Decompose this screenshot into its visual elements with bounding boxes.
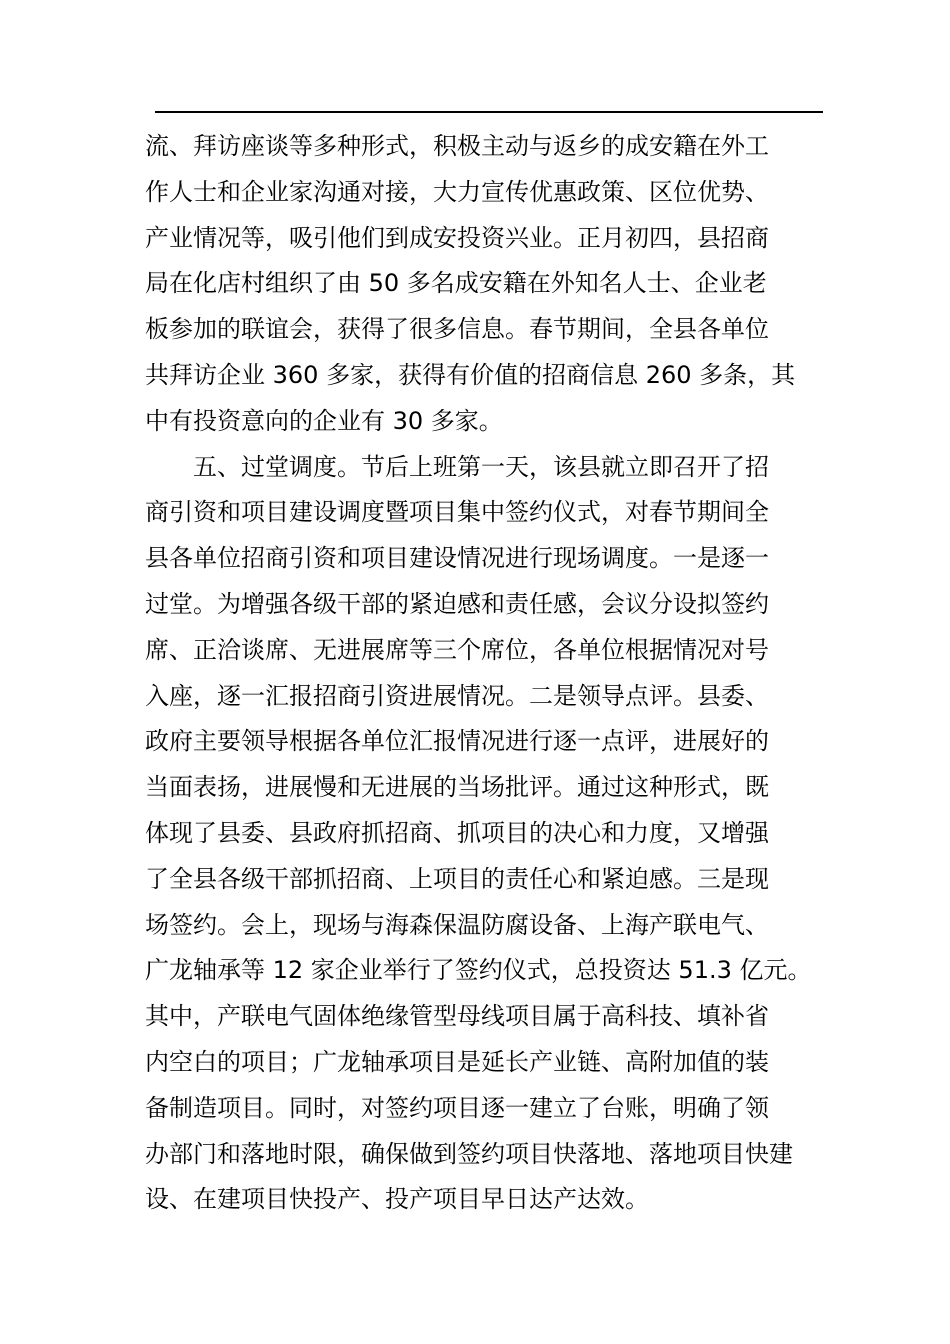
text-line: 了全县各级干部抓招商、上项目的责任心和紧迫感。三是现 [145, 864, 769, 893]
text-line: 广龙轴承等 12 家企业举行了签约仪式，总投资达 51.3 亿元。 [145, 956, 812, 985]
text-line: 局在化店村组织了由 50 多名成安籍在外知名人士、企业老 [145, 269, 767, 298]
text-line: 商引资和项目建设调度暨项目集中签约仪式，对春节期间全 [145, 498, 769, 527]
document-body [145, 124, 825, 1223]
text-line: 政府主要领导根据各单位汇报情况进行逐一点评，进展好的 [145, 727, 769, 756]
text-line: 县各单位招商引资和项目建设情况进行现场调度。一是逐一 [145, 544, 769, 573]
text-line: 板参加的联谊会，获得了很多信息。春节期间，全县各单位 [145, 315, 769, 344]
text-line: 流、拜访座谈等多种形式，积极主动与返乡的成安籍在外工 [145, 132, 769, 160]
text-line: 设、在建项目快投产、投产项目早日达产达效。 [145, 1185, 649, 1214]
text-line: 五、过堂调度。节后上班第一天，该县就立即召开了招 [193, 452, 769, 481]
text-line: 共拜访企业 360 多家，获得有价值的招商信息 260 多条，其 [145, 360, 796, 389]
text-line: 内空白的项目；广龙轴承项目是延长产业链、高附加值的装 [145, 1047, 769, 1076]
header-rule [155, 111, 823, 113]
paragraph-1 [145, 124, 825, 445]
text-line: 席、正洽谈席、无进展席等三个席位，各单位根据情况对号 [145, 635, 769, 664]
text-line: 体现了县委、县政府抓招商、抓项目的决心和力度，又增强 [145, 818, 769, 847]
text-line: 入座，逐一汇报招商引资进展情况。二是领导点评。县委、 [145, 681, 769, 710]
paragraph-2 [145, 445, 825, 1224]
text-line: 过堂。为增强各级干部的紧迫感和责任感，会议分设拟签约 [145, 589, 769, 618]
text-line: 作人士和企业家沟通对接，大力宣传优惠政策、区位优势、 [145, 177, 769, 206]
text-line: 其中，产联电气固体绝缘管型母线项目属于高科技、填补省 [145, 1002, 769, 1031]
text-line: 办部门和落地时限，确保做到签约项目快落地、落地项目快建 [145, 1139, 793, 1168]
text-line: 中有投资意向的企业有 30 多家。 [145, 406, 503, 435]
text-line: 场签约。会上，现场与海森保温防腐设备、上海产联电气、 [145, 910, 769, 939]
text-line: 产业情况等，吸引他们到成安投资兴业。正月初四，县招商 [145, 223, 769, 252]
text-line: 当面表扬，进展慢和无进展的当场批评。通过这种形式，既 [145, 773, 769, 802]
text-line: 备制造项目。同时，对签约项目逐一建立了台账，明确了领 [145, 1093, 769, 1122]
